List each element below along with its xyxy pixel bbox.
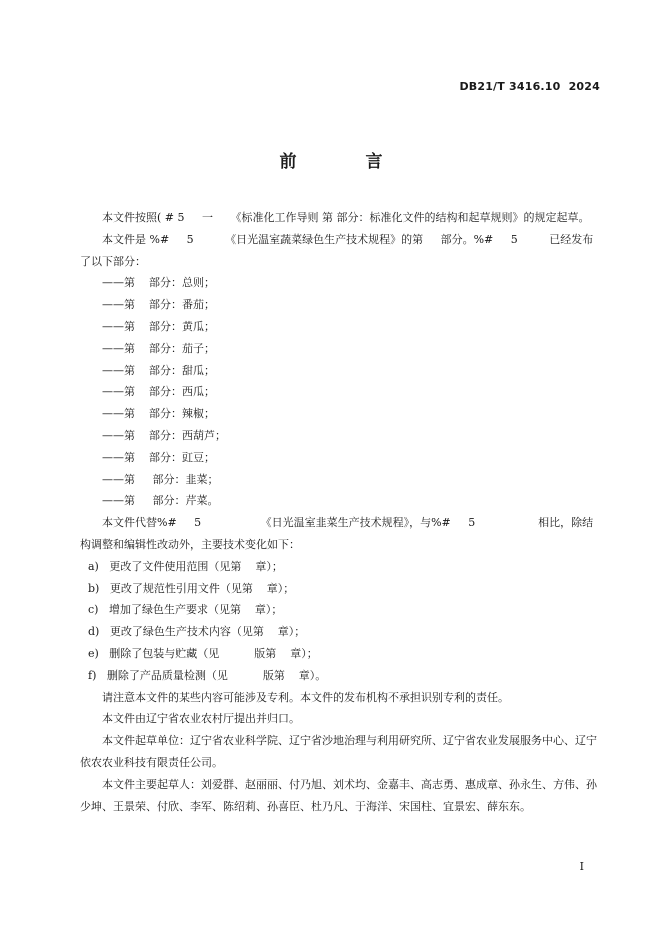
changes-list <box>80 556 600 687</box>
list-item: ——第 部分：芹菜。 <box>102 494 219 508</box>
list-item: ——第 部分：黄瓜； <box>102 319 215 333</box>
list-item: ——第 部分：西瓜； <box>102 385 215 399</box>
document-body <box>80 207 600 817</box>
page-number: I <box>579 860 584 873</box>
paragraph-drafting-units: 本文件起草单位：辽宁省农业科学院、辽宁省沙地治理与利用研究所、辽宁省农业发展服务中心、辽宁依农农业科技有限责任公司。 <box>80 734 597 769</box>
list-item: ——第 部分：总则； <box>102 276 215 290</box>
paragraph-replacement: 本文件代替%# 5 《日光温室韭菜生产技术规程》，与%# 5 相比，除结构调整和编辑性改动外，主要技术变化如下： <box>80 516 594 551</box>
list-item: ——第 部分：辣椒； <box>102 407 215 421</box>
change-item: c) 增加了绿色生产要求（见第 章）； <box>88 603 283 617</box>
document-number: DB21/T 3416.10 2024 <box>459 80 600 93</box>
list-item: ——第 部分：甜瓜； <box>102 363 215 377</box>
list-item: ——第 部分：西葫芦； <box>102 428 226 442</box>
change-item: e) 删除了包装与贮藏（见 版第 章）； <box>88 646 318 660</box>
list-item: ——第 部分：韭菜； <box>102 472 219 486</box>
list-item: ——第 部分：茄子； <box>102 341 215 355</box>
paragraph-series-info: 本文件是 %# 5 《日光温室蔬菜绿色生产技术规程》的第 部分。%# 5 已经发布了以下部分： <box>80 232 594 268</box>
change-item: f) 删除了产品质量检测（见 版第 章）。 <box>88 668 327 682</box>
change-item: a) 更改了文件使用范围（见第 章）； <box>88 559 283 573</box>
list-item: ——第 部分：番茄； <box>102 298 215 312</box>
change-item: b) 更改了规范性引用文件（见第 章）； <box>88 581 295 595</box>
paragraph-patent-notice: 请注意本文件的某些内容可能涉及专利。本文件的发布机构不承担识别专利的责任。 <box>102 690 509 704</box>
change-item: d) 更改了绿色生产技术内容（见第 章）； <box>88 625 306 639</box>
paragraph-proposer: 本文件由辽宁省农业农村厅提出并归口。 <box>102 712 300 726</box>
paragraph-drafters: 本文件主要起草人：刘爱群、赵丽丽、付乃旭、刘术均、金嘉丰、高志勇、惠成章、孙永生、方伟、孙少坤、王景荣、付欣、李军、陈绍莉、孙喜臣、杜乃凡、于海洋、宋国柱、宜景宏、薛东东。 <box>80 777 597 813</box>
list-item: ——第 部分：豇豆； <box>102 450 215 464</box>
parts-list <box>80 272 600 512</box>
page-title: 前 言 <box>279 152 409 172</box>
paragraph-drafting-basis: 本文件按照( # 5 一 《标准化工作导则 第 部分：标准化文件的结构和起草规则》的规定起草。 <box>102 211 590 224</box>
